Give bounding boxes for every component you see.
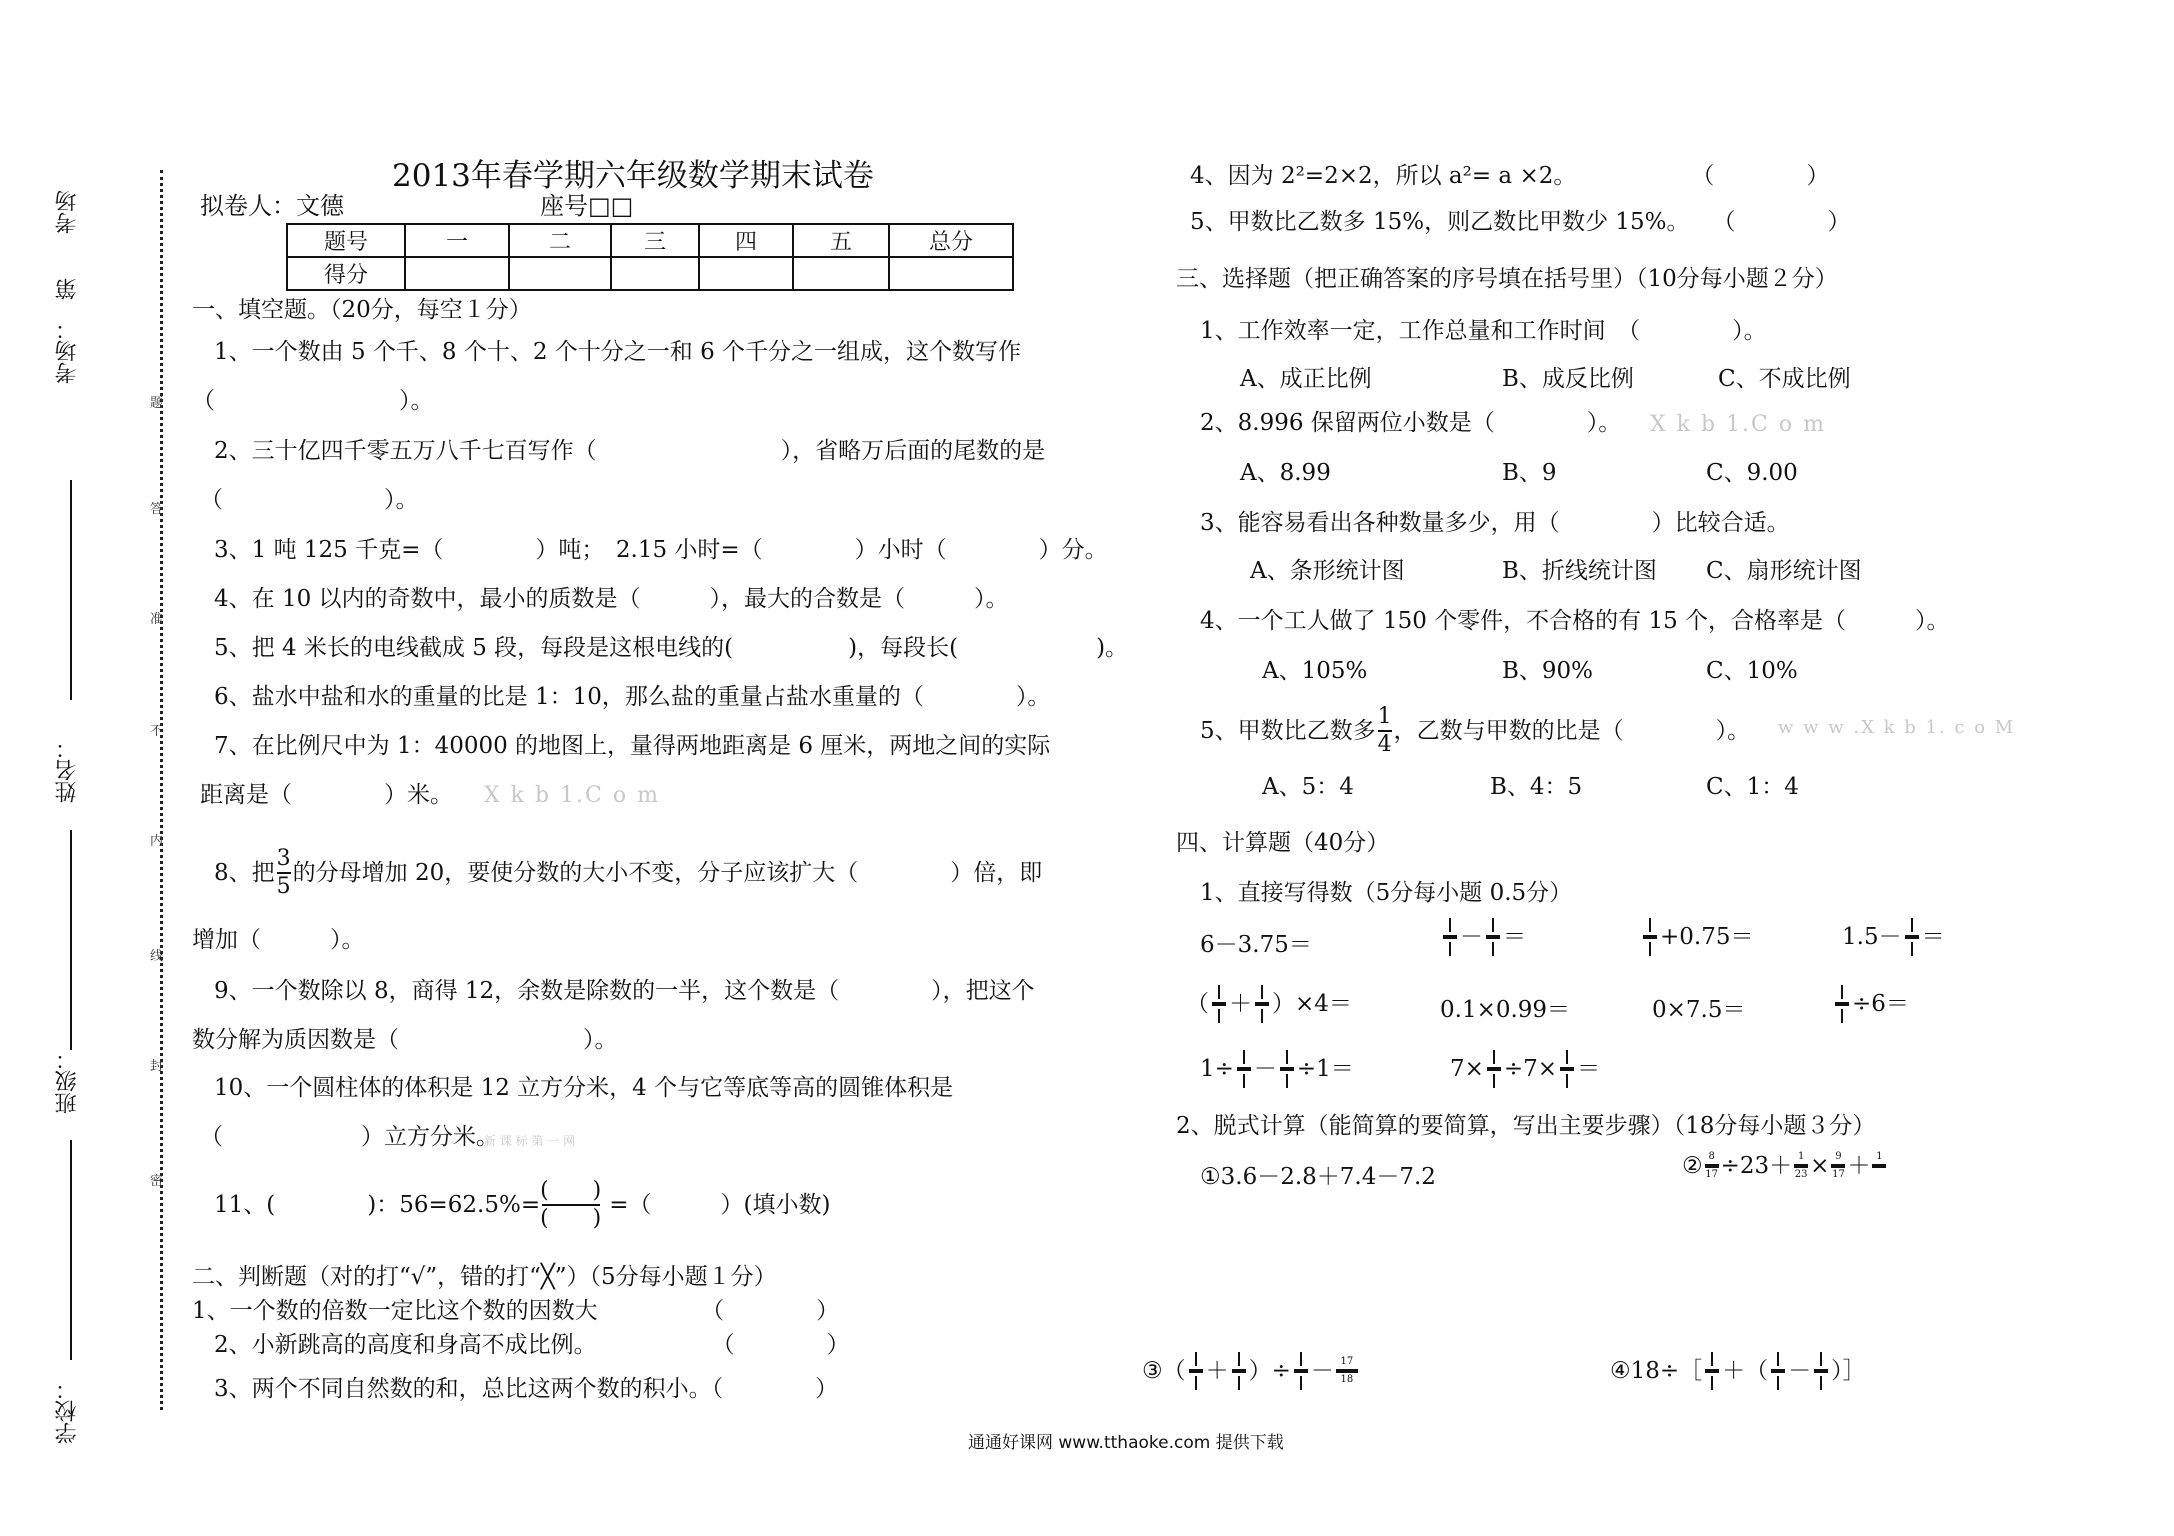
score-input-cell[interactable] <box>793 257 889 290</box>
choice-q5-pre: 5、甲数比乙数多 <box>1200 718 1376 744</box>
calc-b3: 0×7.5＝ <box>1652 997 1746 1023</box>
score-header-cell: 一 <box>405 224 509 257</box>
fraction-glyph <box>1705 1352 1719 1390</box>
fill-q11-pre: 11、( )：56=62.5%= <box>214 1192 541 1218</box>
class-line <box>70 1140 72 1360</box>
binding-char-2: 答 <box>150 502 164 517</box>
fraction-glyph <box>1771 1352 1785 1390</box>
seat-label: 座号□□ <box>540 192 634 220</box>
fraction-numerator: 8 <box>1708 1151 1715 1162</box>
calc-a1: 6－3.75＝ <box>1200 932 1312 958</box>
step-calc-2-op3: ＋ <box>1847 1153 1871 1179</box>
score-input-cell[interactable] <box>699 257 793 290</box>
fill-q10-line1: 10、一个圆柱体的体积是 12 立方分米，4 个与它等底等高的圆锥体积是 <box>214 1075 954 1101</box>
score-table-header-row <box>287 224 1013 257</box>
fraction-glyph <box>1487 1050 1501 1088</box>
choice-q2-option-a: A、8.99 <box>1240 460 1331 486</box>
fraction-1-4 <box>1378 704 1392 758</box>
fill-q9-line2: 数分解为质因数是（ ）。 <box>192 1027 618 1053</box>
calc-a2 <box>1440 918 1526 956</box>
calc-a2-eq: ＝ <box>1503 924 1526 950</box>
class-label: 班级： <box>55 1048 80 1114</box>
fill-q7-line2: 距离是（ ）米。 <box>200 782 453 808</box>
calc-d1 <box>1200 1050 1354 1088</box>
step-calc-2-op1: ÷23＋ <box>1720 1153 1793 1179</box>
fill-q8-post: 的分母增加 20，要使分数的大小不变，分子应该扩大（ ）倍，即 <box>292 860 1043 886</box>
fraction-glyph <box>1280 1050 1294 1088</box>
fraction-numerator: 9 <box>1835 1151 1842 1162</box>
choice-q1-option-b: B、成反比例 <box>1502 366 1634 392</box>
calc-a4 <box>1842 918 1945 956</box>
binding-char-3: 准 <box>150 612 164 627</box>
calc-a4-text: 1.5－ <box>1842 924 1902 950</box>
score-input-cell[interactable] <box>509 257 611 290</box>
step-calc-3-op2: ）÷ <box>1248 1358 1291 1384</box>
fill-q6: 6、盐水中盐和水的重量的比是 1：10，那么盐的重量占盐水重量的（ ）。 <box>214 684 1051 710</box>
step-calc-4-op1: ＋（ <box>1722 1358 1769 1384</box>
fill-q2-line2: （ ）。 <box>200 487 419 513</box>
fraction-glyph <box>1189 1352 1203 1390</box>
tiny-fraction <box>1336 1355 1358 1387</box>
step-calc-3 <box>1142 1352 1360 1390</box>
calc-b2: 0.1×0.99＝ <box>1440 997 1571 1023</box>
step-calc-3-pre: ③（ <box>1142 1358 1186 1384</box>
choice-q5-option-c: C、1：4 <box>1706 774 1799 800</box>
fraction-glyph <box>1814 1352 1828 1390</box>
judge-q4: 4、因为 2²=2×2，所以 a²= a ×2。 （ ） <box>1190 163 1830 189</box>
fraction-denominator: 4 <box>1377 732 1392 757</box>
choice-q5 <box>1200 704 1750 758</box>
step-calc-2 <box>1682 1150 1888 1182</box>
calc-d1-post: ÷1＝ <box>1296 1056 1354 1082</box>
calc-b1-open: （ <box>1186 991 1209 1017</box>
calc-b4 <box>1832 985 1909 1023</box>
choice-q3: 3、能容易看出各种数量多少，用（ ）比较合适。 <box>1200 510 1790 536</box>
step-calc-2-op2: × <box>1810 1153 1830 1179</box>
calc-b1 <box>1186 985 1352 1023</box>
fill-q8-pre: 8、把 <box>214 860 275 886</box>
calc-a4-eq: ＝ <box>1921 924 1945 950</box>
binding-dotted-line <box>160 170 163 1410</box>
tiny-fraction <box>1872 1150 1886 1182</box>
judge-q5: 5、甲数比乙数多 15%，则乙数比甲数少 15%。 （ ） <box>1190 209 1851 235</box>
fill-q2-line1: 2、三十亿四千零五万八千七百写作（ ），省略万后面的尾数的是 <box>214 438 1046 464</box>
calc-d1-pre: 1÷ <box>1200 1056 1234 1082</box>
fraction-numerator: 1 <box>1876 1151 1883 1162</box>
fraction-denominator: 18 <box>1340 1374 1354 1385</box>
fill-q8-line1 <box>214 846 1042 900</box>
fill-q4: 4、在 10 以内的奇数中，最小的质数是（ ），最大的合数是（ ）。 <box>214 586 1009 612</box>
calc-a3-text: +0.75＝ <box>1660 924 1754 950</box>
choice-q5-post: ，乙数与甲数的比是（ ）。 <box>1393 718 1751 744</box>
fraction-glyph <box>1643 918 1657 956</box>
score-header-cell: 二 <box>509 224 611 257</box>
tiny-fraction <box>1705 1150 1719 1182</box>
choice-q5-option-b: B、4：5 <box>1490 774 1583 800</box>
calc-d2-eq: ＝ <box>1577 1056 1601 1082</box>
fraction-glyph <box>1835 985 1849 1023</box>
calc-d2-pre: 7× <box>1450 1056 1484 1082</box>
exam-room-label: 考场： <box>55 318 80 384</box>
calc-d2-op: ÷7× <box>1503 1056 1558 1082</box>
step-calc-3-op3: － <box>1310 1358 1334 1384</box>
choice-q3-option-a: A、条形统计图 <box>1250 558 1405 584</box>
judge-q2: 2、小新跳高的高度和身高不成比例。 （ ） <box>214 1332 850 1358</box>
fraction-numerator: 17 <box>1340 1356 1354 1367</box>
score-input-cell[interactable] <box>889 257 1013 290</box>
step-calc-4-op2: － <box>1788 1358 1812 1384</box>
fraction-glyph <box>1443 918 1457 956</box>
score-input-cell[interactable] <box>611 257 699 290</box>
fill-q3: 3、1 吨 125 千克=（ ）吨； 2.15 小时=（ ）小时（ ）分。 <box>214 537 1108 563</box>
score-header-cell: 四 <box>699 224 793 257</box>
name-line <box>70 830 72 1050</box>
watermark-text: X k b 1.C o m <box>1650 412 1826 437</box>
fraction-glyph <box>1560 1050 1574 1088</box>
score-input-cell[interactable] <box>405 257 509 290</box>
fill-q7-line1: 7、在比例尺中为 1：40000 的地图上，量得两地距离是 6 厘米，两地之间的实际 <box>214 733 1051 759</box>
binding-char-5: 内 <box>150 834 164 849</box>
section-3-title: 三、选择题（把正确答案的序号填在括号里）（10分每小题２分） <box>1176 266 1838 292</box>
calc-a3 <box>1640 918 1753 956</box>
tiny-fraction <box>1831 1150 1845 1182</box>
fraction-glyph <box>1255 985 1269 1023</box>
fill-q1-line1: 1、一个数由 5 个千、8 个十、2 个十分之一和 6 个千分之一组成，这个数写作 <box>214 339 1022 365</box>
exam-room-line <box>70 480 72 700</box>
calc-part1-title: 1、直接写得数（5分每小题 0.5分） <box>1200 880 1573 906</box>
fraction-numerator: ( ) <box>540 1178 602 1203</box>
school-label: 学校： <box>55 1378 80 1444</box>
fraction-denominator: 17 <box>1705 1169 1718 1180</box>
calc-d2 <box>1450 1050 1600 1088</box>
binding-char-8: 密 <box>150 1174 164 1189</box>
tiny-fraction <box>1794 1150 1808 1182</box>
step-calc-4 <box>1610 1352 1866 1390</box>
score-header-cell: 五 <box>793 224 889 257</box>
calc-b1-op: ＋ <box>1229 991 1252 1017</box>
fraction-glyph <box>1212 985 1226 1023</box>
fraction-denominator: ( ) <box>540 1206 602 1231</box>
section-2-title: 二、判断题（对的打“√”，错的打“╳”）（5分每小题１分） <box>192 1264 777 1290</box>
footer-credit: 通通好课网 www.tthaoke.com 提供下载 <box>968 1433 1284 1453</box>
fill-q5: 5、把 4 米长的电线截成 5 段，每段是这根电线的( )，每段长( )。 <box>214 635 1129 661</box>
step-calc-1: ①3.6－2.8＋7.4－7.2 <box>1200 1164 1436 1190</box>
binding-char-1: 题 <box>150 396 164 411</box>
score-header-cell: 三 <box>611 224 699 257</box>
score-row-label: 得分 <box>287 257 405 290</box>
score-header-cell: 总分 <box>889 224 1013 257</box>
step-calc-4-post: ）］ <box>1831 1358 1866 1384</box>
step-calc-2-pre: ② <box>1682 1153 1703 1179</box>
calc-b1-close: ）×4＝ <box>1272 991 1352 1017</box>
choice-q2-option-b: B、9 <box>1502 460 1557 486</box>
fraction-denominator: 23 <box>1794 1169 1808 1180</box>
fill-q11-post: =（ ）(填小数) <box>609 1192 831 1218</box>
calc-d1-op: － <box>1253 1056 1277 1082</box>
fraction-denominator: 17 <box>1832 1169 1845 1180</box>
choice-q4-option-c: C、10% <box>1706 658 1798 684</box>
binding-char-6: 线 <box>150 949 164 964</box>
fraction-denominator: 5 <box>276 874 291 899</box>
calc-b4-text: ÷6＝ <box>1852 991 1909 1017</box>
watermark-text: w w w .X k b 1. c o M <box>1778 717 2016 738</box>
section-4-title: 四、计算题（40分） <box>1176 830 1390 856</box>
fraction-numerator: 3 <box>276 846 291 871</box>
fraction-numerator: 1 <box>1797 1151 1805 1162</box>
score-table <box>286 223 1014 291</box>
fraction-3-5 <box>277 846 291 900</box>
step-calc-4-pre: ④18÷［ <box>1610 1358 1703 1384</box>
score-header-cell: 题号 <box>287 224 405 257</box>
choice-q1: 1、工作效率一定，工作总量和工作时间 （ ）。 <box>1200 318 1767 344</box>
fraction-glyph <box>1232 1352 1246 1390</box>
fraction-glyph <box>1486 918 1500 956</box>
fill-q11 <box>214 1178 830 1232</box>
choice-q4-option-a: A、105% <box>1262 658 1368 684</box>
fraction-glyph <box>1294 1352 1308 1390</box>
choice-q2-option-c: C、9.00 <box>1706 460 1798 486</box>
watermark-text-small: 新 课 标 第 一 网 <box>484 1134 576 1148</box>
binding-char-7: 封 <box>150 1059 164 1074</box>
blank-fraction <box>540 1178 601 1232</box>
fill-q10-line2: （ ）立方分米。 <box>200 1124 499 1150</box>
watermark-text: X k b 1.C o m <box>484 783 660 808</box>
step-calc-3-op1: ＋ <box>1205 1358 1229 1384</box>
calc-part2-title: 2、脱式计算（能简算的要简算，写出主要步骤）（18分每小题３分） <box>1176 1113 1876 1139</box>
choice-q3-option-c: C、扇形统计图 <box>1706 558 1862 584</box>
choice-q2: 2、8.996 保留两位小数是（ ）。 <box>1200 410 1622 436</box>
calc-a2-op: － <box>1460 924 1483 950</box>
choice-q5-option-a: A、5：4 <box>1262 774 1354 800</box>
binding-char-4: 不 <box>150 724 164 739</box>
page-title: 2013年春学期六年级数学期末试卷 <box>392 158 874 194</box>
choice-q4-option-b: B、90% <box>1502 658 1594 684</box>
choice-q1-option-c: C、不成比例 <box>1718 366 1851 392</box>
section-1-title: 一、填空题。（20分，每空１分） <box>192 297 532 323</box>
fraction-numerator: 1 <box>1377 704 1392 729</box>
choice-q1-option-a: A、成正比例 <box>1240 366 1372 392</box>
judge-q3: 3、两个不同自然数的和，总比这两个数的积小。（ ） <box>214 1376 839 1402</box>
choice-q4: 4、一个工人做了 150 个零件，不合格的有 15 个，合格率是（ ）。 <box>1200 608 1950 634</box>
exam-room-no-label: 第 考场 <box>55 190 80 300</box>
fill-q8-line2: 增加（ ）。 <box>192 927 365 953</box>
score-table-score-row <box>287 257 1013 290</box>
judge-q1: 1、一个数的倍数一定比这个数的因数大 （ ） <box>192 1298 840 1324</box>
fraction-glyph <box>1905 918 1919 956</box>
author-label: 拟卷人：文德 <box>200 192 344 220</box>
fraction-glyph <box>1237 1050 1251 1088</box>
choice-q3-option-b: B、折线统计图 <box>1502 558 1657 584</box>
name-label: 姓名： <box>55 737 80 803</box>
fill-q9-line1: 9、一个数除以 8，商得 12，余数是除数的一半，这个数是（ ），把这个 <box>214 978 1035 1004</box>
fill-q1-line2: （ ）。 <box>192 388 434 414</box>
